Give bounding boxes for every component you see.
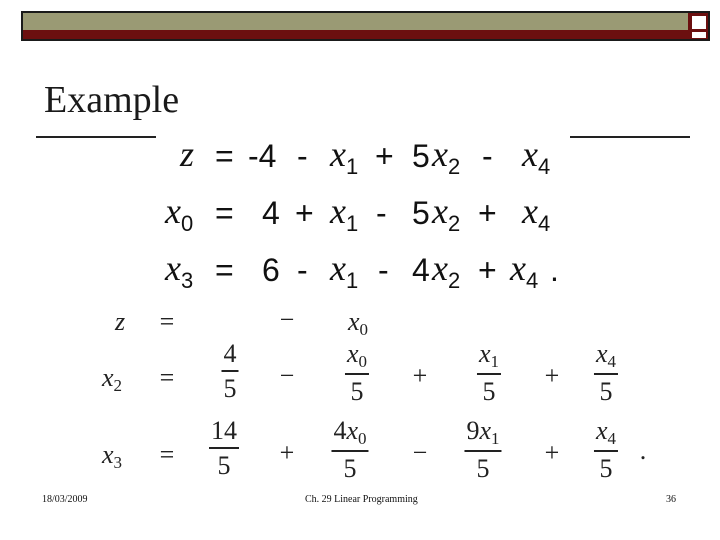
fraction: $x_4$ 5: [595, 416, 617, 483]
fraction: 14 5: [211, 416, 237, 480]
term-variable: $x_1$: [330, 191, 359, 236]
operator: +: [544, 361, 560, 390]
operator: −: [412, 438, 428, 467]
equals-sign: =: [159, 363, 175, 392]
operator: +: [478, 252, 497, 288]
equals-sign: =: [215, 195, 234, 231]
fraction: 4 5: [223, 339, 237, 403]
term-variable: $x_1$: [330, 248, 359, 293]
equals-sign: =: [215, 252, 234, 288]
coefficient: 5: [412, 138, 430, 174]
equals-sign: =: [215, 138, 234, 174]
term-variable: $x_4$: [522, 191, 551, 236]
coefficient: 5: [412, 195, 430, 231]
footer-date: 18/03/2009: [42, 494, 88, 505]
period: .: [550, 252, 559, 288]
operator: -: [482, 138, 493, 174]
slide-title: Example: [44, 79, 180, 121]
constant-term: 6: [262, 252, 280, 288]
term-variable: $x_4$: [522, 134, 551, 179]
operator: +: [375, 138, 394, 174]
term-variable: $x_1$: [330, 134, 359, 179]
term-variable: $x_2$: [432, 191, 461, 236]
coefficient: 4: [412, 252, 430, 288]
operator: +: [279, 438, 295, 467]
operator: +: [544, 438, 560, 467]
fraction: $4x_0$ 5: [333, 416, 367, 483]
operator: +: [412, 361, 428, 390]
operator: +: [478, 195, 497, 231]
constant-term: 4: [262, 195, 280, 231]
fraction: $x_0$ 5: [346, 339, 368, 406]
lhs-variable: $x_0$: [165, 191, 194, 236]
equals-sign: =: [159, 440, 175, 469]
lhs-variable: z: [180, 134, 195, 174]
operator: +: [295, 195, 314, 231]
operator: -: [297, 138, 308, 174]
operator: −: [279, 361, 295, 390]
fraction: $x_1$ 5: [478, 339, 500, 406]
term-variable: $x_2$: [432, 248, 461, 293]
lhs-variable: z: [114, 307, 126, 336]
fraction: $9x_1$ 5: [466, 416, 500, 483]
term-variable: $x_4$: [510, 248, 539, 293]
constant-term: -4: [248, 138, 277, 174]
term-variable: $x_2$: [432, 134, 461, 179]
operator: -: [297, 252, 308, 288]
period: .: [639, 436, 647, 465]
lhs-variable: $x_3$: [165, 248, 194, 293]
term-variable: $x_0$: [347, 307, 369, 339]
operator: −: [279, 305, 295, 334]
operator: -: [376, 195, 387, 231]
lhs-variable: $x_2$: [101, 363, 123, 395]
page-number: 36: [666, 494, 676, 505]
lhs-variable: $x_3$: [101, 440, 123, 472]
footer-title: Ch. 29 Linear Programming: [305, 494, 418, 505]
fraction: $x_4$ 5: [595, 339, 617, 406]
operator: -: [378, 252, 389, 288]
equals-sign: =: [159, 307, 175, 336]
